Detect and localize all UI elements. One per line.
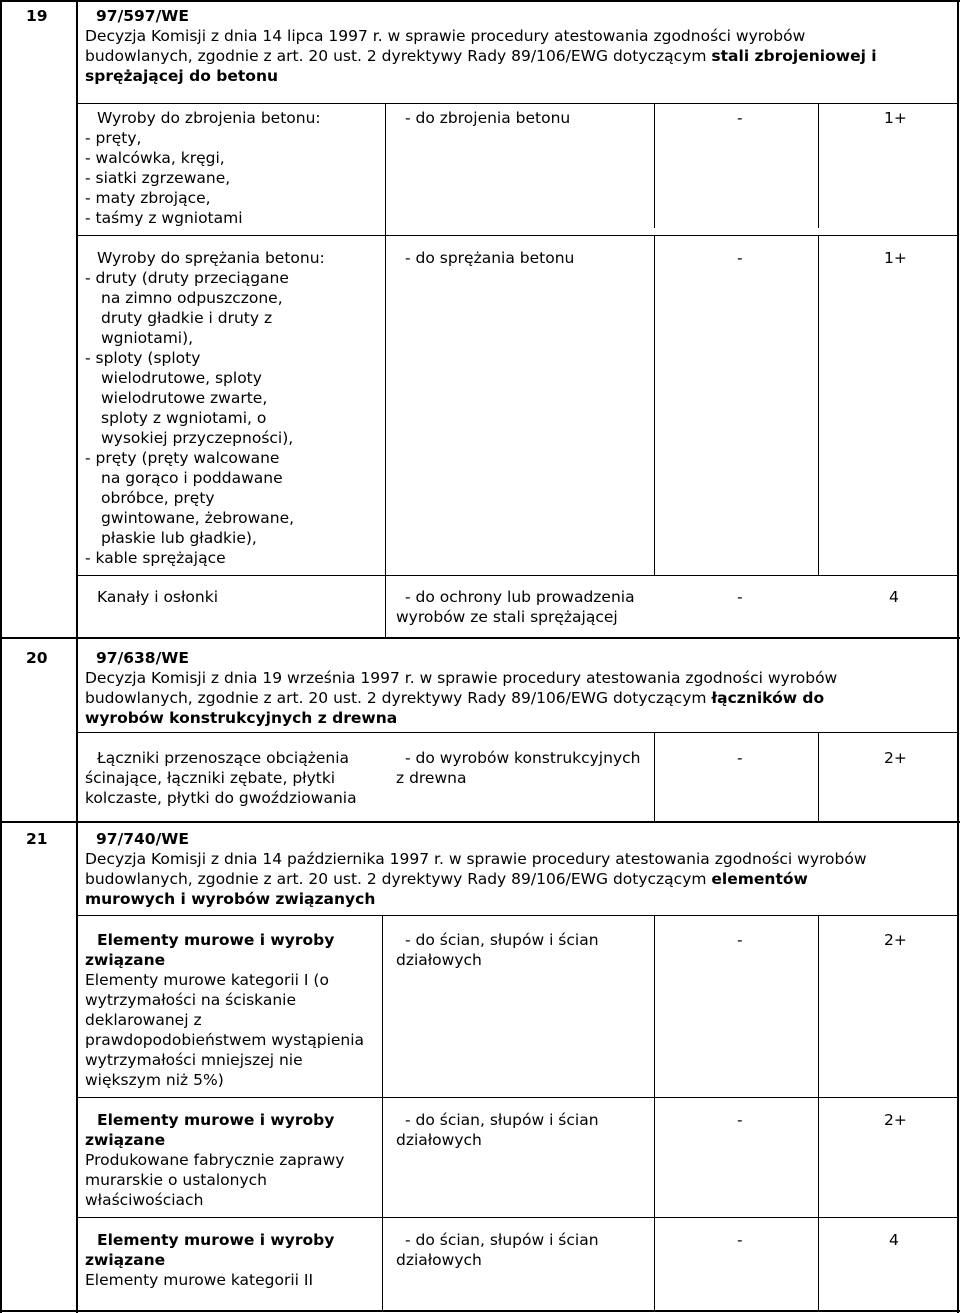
subtable-border	[654, 235, 655, 575]
section-number: 19	[26, 7, 48, 25]
product-cell: Łączniki przenoszące obciążenia ścinające, łączniki zębate, płytki kolczaste, płytki do gwoździowania	[85, 749, 357, 807]
row-separator	[76, 575, 958, 576]
decision-code: 97/638/WE	[96, 649, 189, 667]
product-cell: Elementy murowe i wyroby związane Elementy murowe kategorii II	[85, 1231, 335, 1289]
attestation-system-cell: 2+	[884, 749, 907, 767]
subtable-border	[76, 915, 77, 1310]
intended-use-cell: - do wyrobów konstrukcyjnych z drewna	[396, 749, 641, 787]
subtable-border	[818, 915, 819, 1310]
subtable-border	[654, 915, 655, 1310]
intended-use-cell: - do ścian, słupów i ścian działowych	[396, 1231, 599, 1269]
attestation-system-cell: 1+	[884, 249, 907, 267]
intended-use-cell: - do sprężania betonu	[405, 249, 575, 267]
intended-use-cell: - do ochrony lub prowadzenia wyrobów ze stali sprężającej	[396, 588, 635, 626]
decision-description: sprężającej do betonu	[85, 67, 279, 85]
decision-description: budowlanych, zgodnie z art. 20 ust. 2 dyrektywy Rady 89/106/EWG dotyczącym łączników do	[85, 689, 825, 707]
section-number: 20	[26, 649, 48, 667]
decision-code: 97/740/WE	[96, 830, 189, 848]
section-number: 21	[26, 830, 48, 848]
decision-description: Decyzja Komisji z dnia 14 lipca 1997 r. w sprawie procedury atestowania zgodności wyrobów	[85, 27, 806, 45]
row-separator	[76, 1097, 958, 1098]
section-divider-20	[0, 637, 960, 639]
dash-cell: -	[737, 249, 743, 267]
table-border-bottom	[0, 1310, 960, 1312]
decision-description: budowlanych, zgodnie z art. 20 ust. 2 dyrektywy Rady 89/106/EWG dotyczącym elementów	[85, 870, 808, 888]
attestation-system-cell: 2+	[884, 1111, 907, 1129]
subtable-border	[818, 103, 819, 228]
decision-description: budowlanych, zgodnie z art. 20 ust. 2 dyrektywy Rady 89/106/EWG dotyczącym stali zbrojeniowej i	[85, 47, 877, 65]
header-rule	[76, 103, 958, 104]
dash-cell: -	[737, 1231, 743, 1249]
attestation-system-cell: 4	[889, 588, 899, 606]
intended-use-cell: - do ścian, słupów i ścian działowych	[396, 1111, 599, 1149]
attestation-system-cell: 2+	[884, 931, 907, 949]
dash-cell: -	[737, 749, 743, 767]
attestation-system-cell: 4	[889, 1231, 899, 1249]
subtable-border	[654, 103, 655, 228]
dash-cell: -	[737, 931, 743, 949]
section-divider-21	[0, 821, 960, 823]
dash-cell: -	[737, 588, 743, 606]
row-separator	[76, 235, 958, 236]
subtable-border	[818, 235, 819, 575]
intended-use-cell: - do ścian, słupów i ścian działowych	[396, 931, 599, 969]
header-rule	[76, 915, 958, 916]
table-border-right	[957, 0, 959, 1313]
product-cell: Wyroby do zbrojenia betonu: - pręty, - walcówka, kręgi, - siatki zgrzewane, - maty zbrojące, - taśmy z wgniotami	[85, 109, 321, 227]
subtable-border	[382, 915, 383, 1310]
table-border-left	[0, 0, 2, 1313]
product-cell: Kanały i osłonki	[97, 588, 219, 606]
header-rule	[76, 732, 958, 733]
product-cell: Wyroby do sprężania betonu: - druty (druty przeciągane na zimno odpuszczone, druty gładkie i druty z wgniotami), - sploty (sploty wielodrutowe, sploty wielodrutowe zwarte, sploty z wgniotami, o wysokiej przyczepności), - pręty (pręty walcowane na gorąco i poddawane obróbce, pręty gwintowane, żebrowane, płaskie lub gładkie), - kable sprężające	[85, 249, 325, 567]
dash-cell: -	[737, 109, 743, 127]
subtable-border	[654, 732, 655, 822]
decision-description: wyrobów konstrukcyjnych z drewna	[85, 709, 398, 727]
attestation-system-cell: 1+	[884, 109, 907, 127]
decision-description: murowych i wyrobów związanych	[85, 890, 376, 908]
decision-description: Decyzja Komisji z dnia 14 października 1997 r. w sprawie procedury atestowania zgodności wyrobów	[85, 850, 867, 868]
table-border-top	[0, 0, 960, 2]
intended-use-cell: - do zbrojenia betonu	[405, 109, 571, 127]
subtable-border	[385, 103, 386, 637]
subtable-border	[818, 732, 819, 822]
product-cell: Elementy murowe i wyroby związane Elementy murowe kategorii I (o wytrzymałości na ściskanie deklarowanej z prawdopodobieństwem wystąpienia wytrzymałości mniejszej nie większym niż 5%)	[85, 931, 365, 1089]
product-cell: Elementy murowe i wyroby związane Produkowane fabrycznie zaprawy murarskie o ustalonych właściwościach	[85, 1111, 345, 1209]
row-separator	[76, 1217, 958, 1218]
decision-code: 97/597/WE	[96, 7, 189, 25]
decision-description: Decyzja Komisji z dnia 19 września 1997 r. w sprawie procedury atestowania zgodności wyrobów	[85, 669, 838, 687]
dash-cell: -	[737, 1111, 743, 1129]
